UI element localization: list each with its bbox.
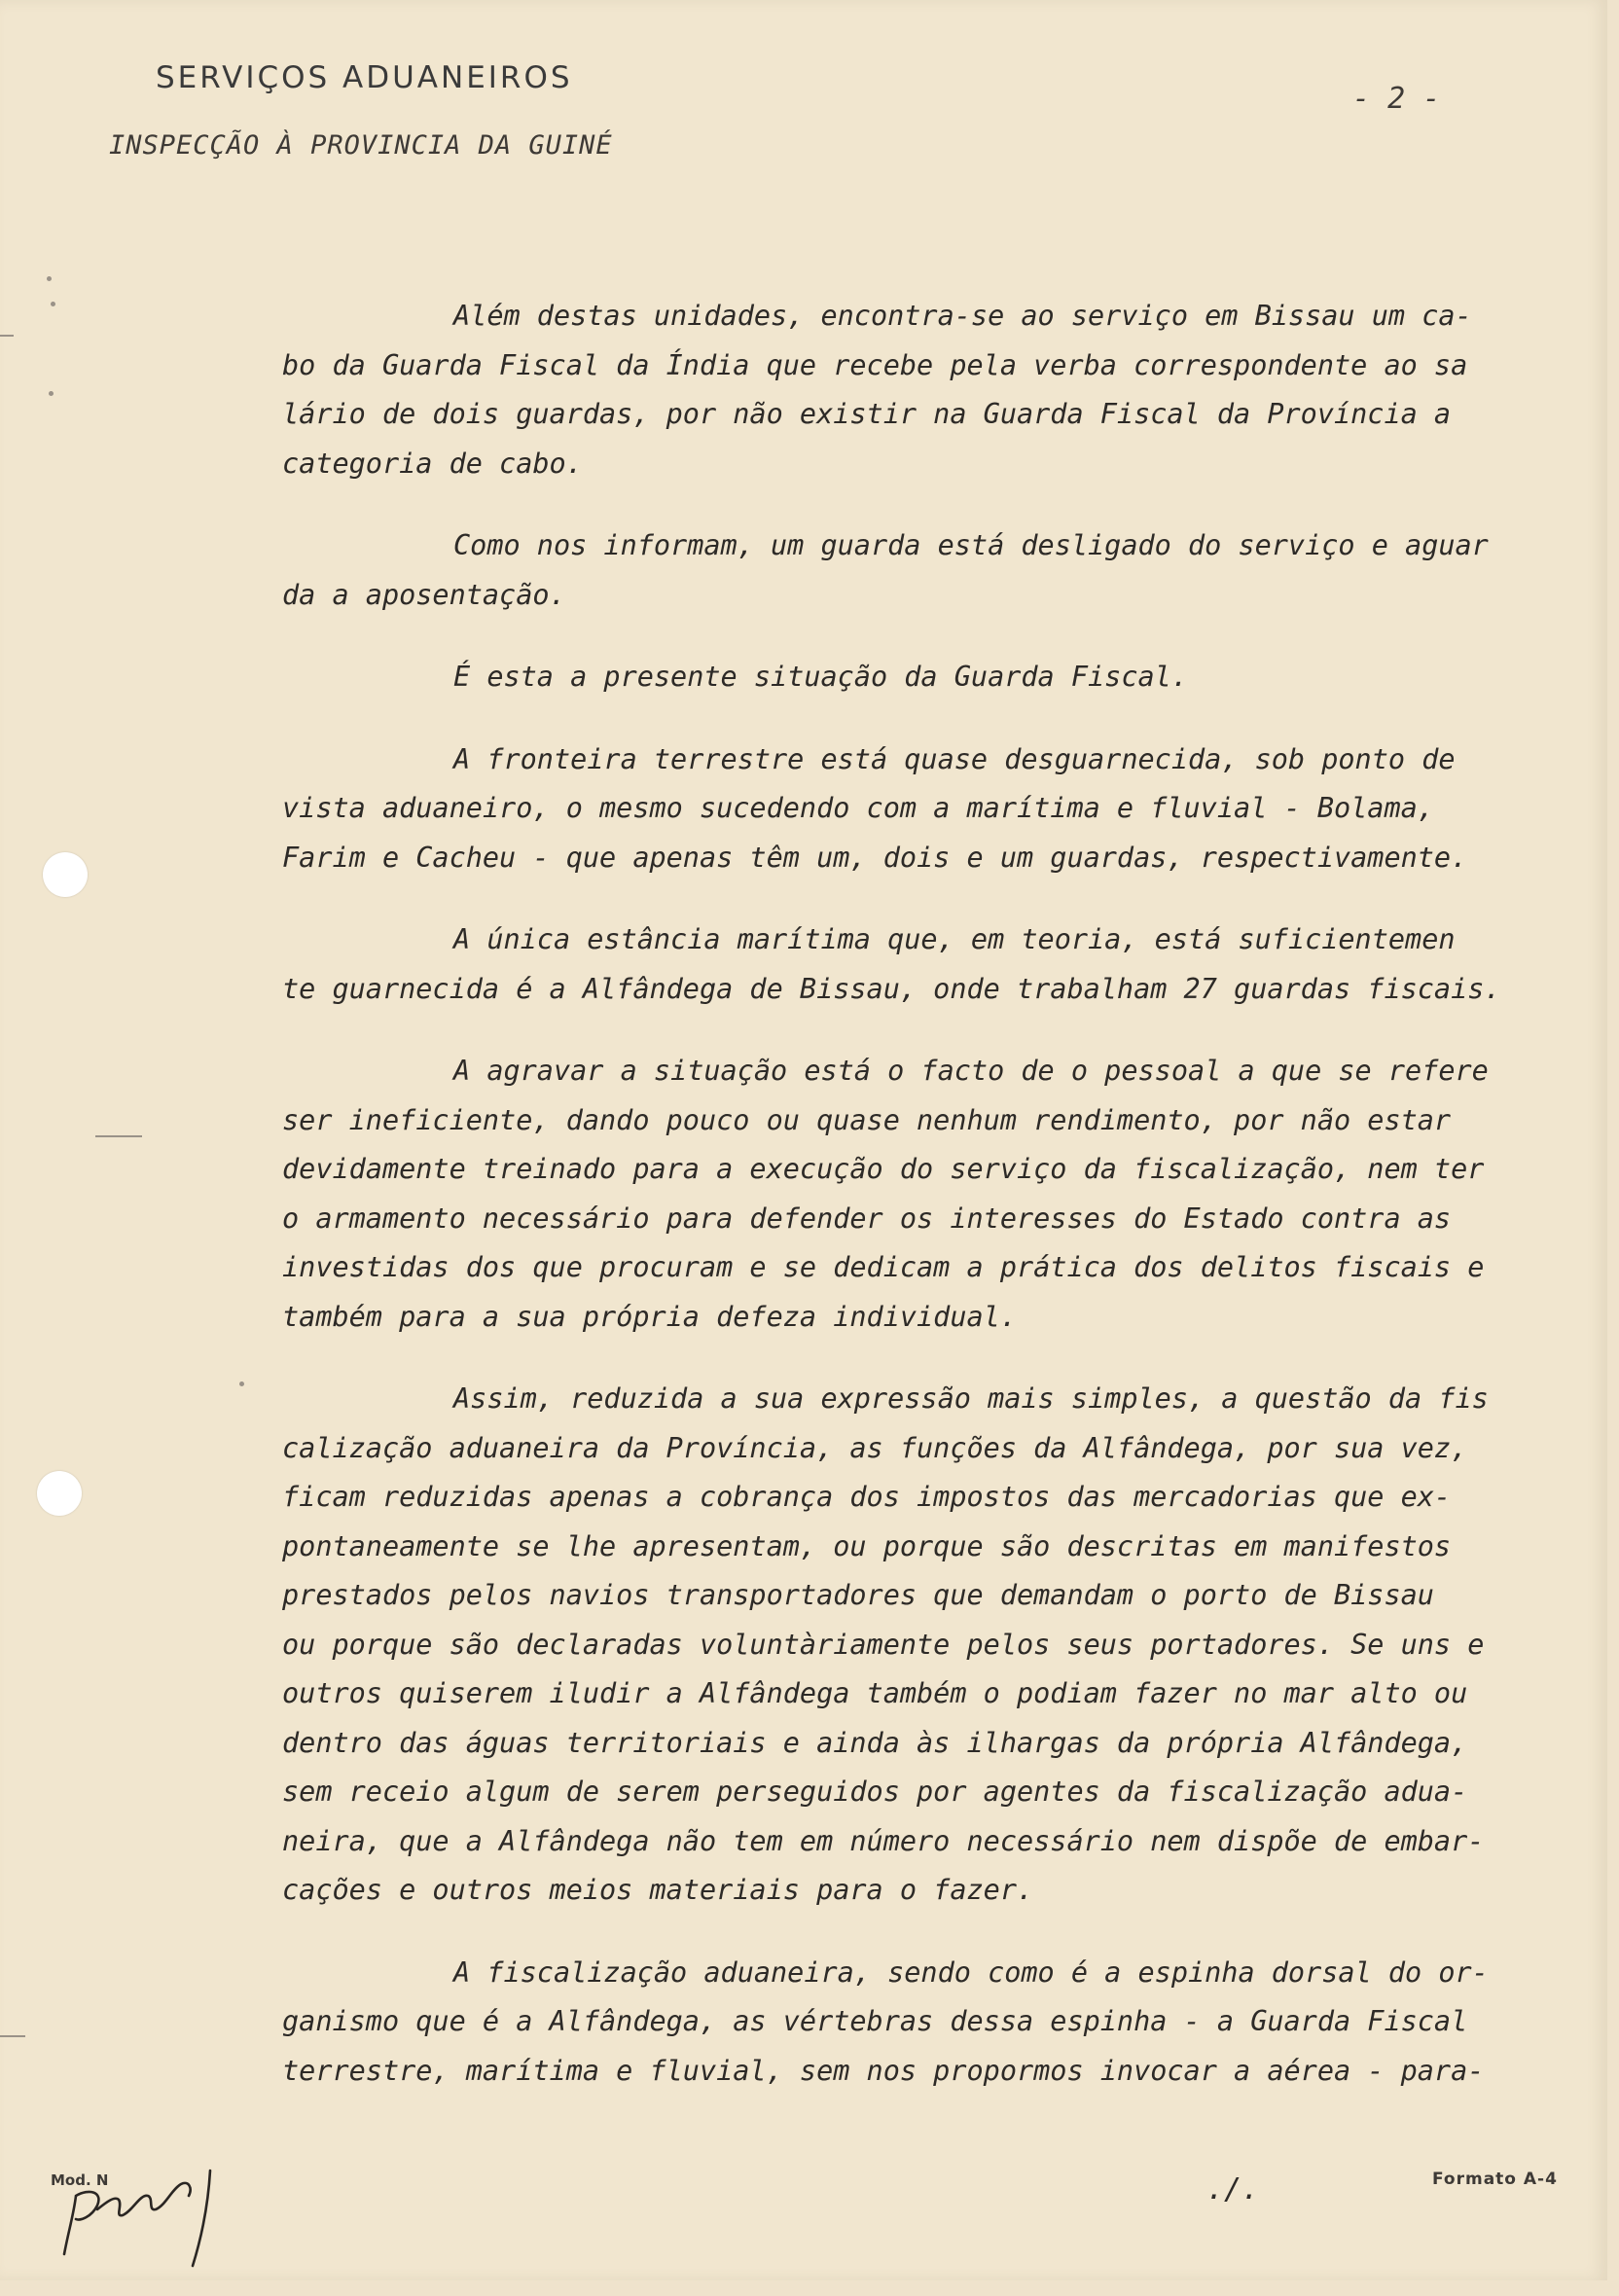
text-line: Assim, reduzida a sua expressão mais simples, a questão da fis — [453, 1382, 1489, 1415]
text-line: terrestre, marítima e fluvial, sem nos propormos invocar a aérea - para- — [282, 2054, 1485, 2087]
text-line: da a aposentação. — [282, 578, 566, 611]
text-line: lário de dois guardas, por não existir na Guarda Fiscal da Província a — [282, 398, 1452, 430]
speck — [47, 276, 52, 281]
text-line: o armamento necessário para defender os interesses do Estado contra as — [282, 1202, 1452, 1235]
paragraph — [282, 521, 1518, 620]
model-number: Mod. N — [51, 2171, 109, 2189]
text-line: A agravar a situação está o facto de o pessoal a que se refere — [453, 1055, 1489, 1087]
text-line: ou porque são declaradas voluntàriamente pelos seus portadores. Se uns e — [282, 1628, 1485, 1661]
document-body — [282, 292, 1518, 2129]
punch-hole-top — [43, 852, 88, 897]
margin-mark — [0, 335, 14, 337]
text-line: Além destas unidades, encontra-se ao serviço em Bissau um ca- — [453, 300, 1472, 332]
continuation-mark: ./. — [1206, 2172, 1260, 2206]
paragraph — [282, 653, 1518, 702]
text-line: sem receio algum de serem perseguidos por agentes da fiscalização adua- — [282, 1776, 1468, 1808]
text-line: vista aduaneiro, o mesmo sucedendo com a marítima e fluvial - Bolama, — [282, 792, 1434, 824]
inspection-subtitle: INSPECÇÃO À PROVINCIA DA GUINÉ — [109, 130, 613, 161]
text-line: categoria de cabo. — [282, 447, 583, 480]
paragraph — [282, 1949, 1518, 2097]
margin-mark — [0, 2035, 25, 2037]
text-line: ser ineficiente, dando pouco ou quase nenhum rendimento, por não estar — [282, 1103, 1452, 1136]
text-line: A fronteira terrestre está quase desguarnecida, sob ponto de — [453, 742, 1456, 775]
punch-hole-bottom — [37, 1471, 82, 1516]
text-line: investidas dos que procuram e se dedicam a prática dos delitos fiscais e — [282, 1251, 1485, 1283]
text-line: A única estância marítima que, em teoria, está suficientemen — [453, 923, 1456, 955]
text-line: É esta a presente situação da Guarda Fiscal. — [453, 661, 1188, 693]
text-line: A fiscalização aduaneira, sendo como é a espinha dorsal do or- — [453, 1955, 1489, 1989]
paragraph — [282, 915, 1518, 1014]
text-line: cações e outros meios materiais para o fazer. — [282, 1874, 1034, 1906]
text-line: prestados pelos navios transportadores que demandam o porto de Bissau — [282, 1579, 1434, 1611]
text-line: bo da Guarda Fiscal da Índia que recebe pela verba correspondente ao sa — [282, 348, 1468, 381]
margin-mark — [95, 1135, 142, 1137]
text-line: ficam reduzidas apenas a cobrança dos impostos das mercadorias que ex- — [282, 1481, 1452, 1513]
text-line: ganismo que é a Alfândega, as vértebras dessa espinha - a Guarda Fiscal — [282, 2005, 1468, 2037]
speck — [51, 302, 55, 306]
paper-format-label: Formato A-4 — [1432, 2170, 1558, 2189]
text-line: neira, que a Alfândega não tem em número necessário nem dispõe de embar- — [282, 1824, 1485, 1857]
text-line: dentro das águas territoriais e ainda às ilhargas da própria Alfândega, — [282, 1726, 1468, 1759]
text-line: te guarnecida é a Alfândega de Bissau, onde trabalham 27 guardas fiscais. — [282, 972, 1501, 1005]
text-line: Como nos informam, um guarda está desligado do serviço e aguar — [453, 529, 1489, 561]
paragraph — [282, 735, 1518, 883]
paragraph — [282, 1375, 1518, 1916]
text-line: outros quiserem iludir a Alfândega também o podiam fazer no mar alto ou — [282, 1677, 1468, 1709]
page-number: - 2 - — [1352, 82, 1441, 116]
handwritten-signature — [47, 2145, 232, 2272]
organization-header: SERVIÇOS ADUANEIROS — [156, 60, 573, 95]
paragraph — [282, 292, 1518, 488]
text-line: também para a sua própria defeza individual. — [282, 1300, 1017, 1333]
speck — [49, 391, 54, 396]
speck — [239, 1381, 244, 1386]
text-line: calização aduaneira da Província, as funções da Alfândega, por sua vez, — [282, 1431, 1468, 1464]
text-line: devidamente treinado para a execução do serviço da fiscalização, nem ter — [282, 1153, 1485, 1185]
paragraph — [282, 1047, 1518, 1342]
text-line: pontaneamente se lhe apresentam, ou porque são descritas em manifestos — [282, 1529, 1452, 1562]
text-line: Farim e Cacheu - que apenas têm um, dois e um guardas, respectivamente. — [282, 841, 1468, 874]
